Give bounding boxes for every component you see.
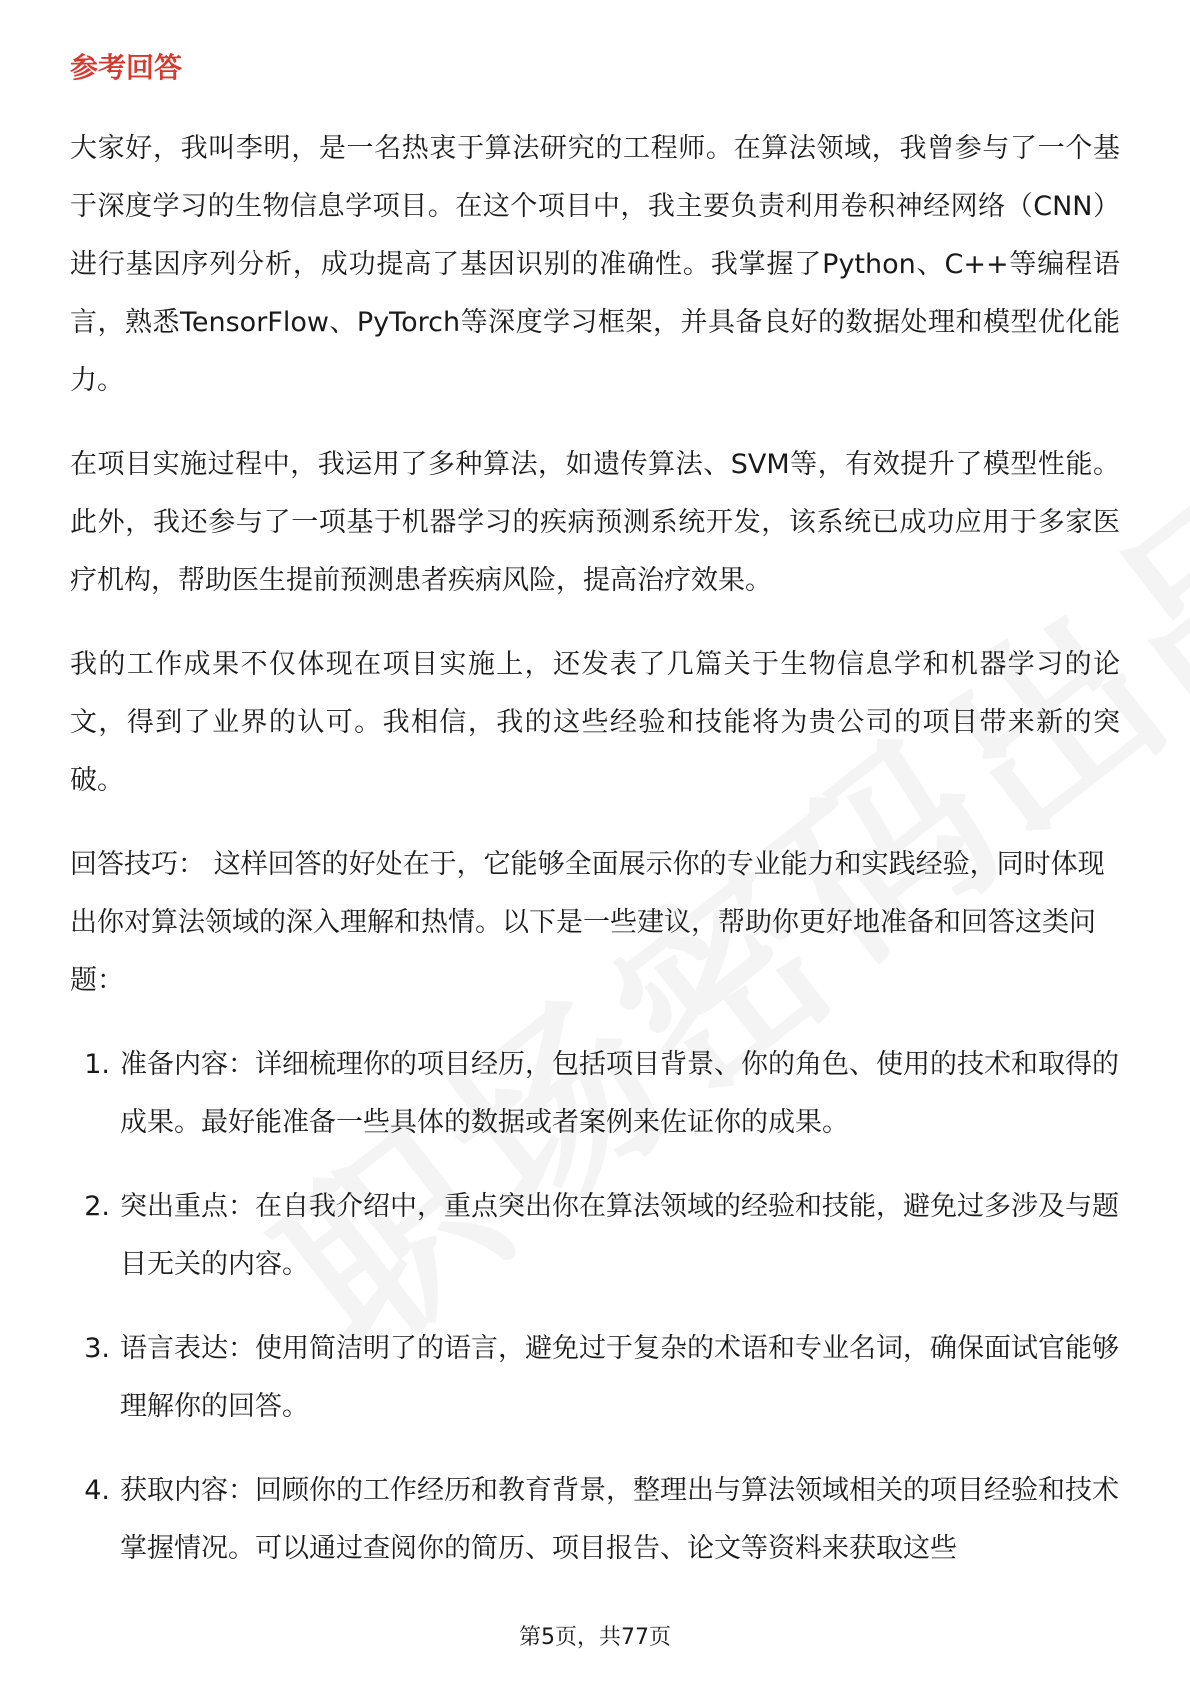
list-item-text: 突出重点：在自我介绍中，重点突出你在算法领域的经验和技能，避免过多涉及与题目无关的内容。 (120, 1191, 1119, 1280)
list-item-text: 语言表达：使用简洁明了的语言，避免过于复杂的术语和专业名词，确保面试官能够理解你的回答。 (120, 1333, 1119, 1422)
list-item (70, 1462, 1120, 1578)
list-number: 2. (84, 1191, 110, 1222)
list-item (70, 1036, 1120, 1152)
tips-list (70, 1036, 1120, 1578)
list-item (70, 1320, 1120, 1436)
answer-tips: 回答技巧： 这样回答的好处在于，它能够全面展示你的专业能力和实践经验，同时体现出你对算法领域的深入理解和热情。以下是一些建议，帮助你更好地准备和回答这类问题： (70, 849, 1105, 996)
list-item-text: 获取内容：回顾你的工作经历和教育背景，整理出与算法领域相关的项目经验和技术掌握情况。可以通过查阅你的简历、项目报告、论文等资料来获取这些 (120, 1475, 1119, 1564)
list-number: 1. (84, 1049, 110, 1080)
answer-paragraph-2: 在项目实施过程中，我运用了多种算法，如遗传算法、SVM等，有效提升了模型性能。此外，我还参与了一项基于机器学习的疾病预测系统开发，该系统已成功应用于多家医疗机构，帮助医生提前预测患者疾病风险，提高治疗效果。 (70, 449, 1120, 596)
list-number: 3. (84, 1333, 110, 1364)
page-footer: 第5页，共77页 (519, 1625, 671, 1650)
list-number: 4. (84, 1475, 110, 1506)
answer-content (70, 120, 1120, 1604)
answer-paragraph-3: 我的工作成果不仅体现在项目实施上，还发表了几篇关于生物信息学和机器学习的论文，得到了业界的认可。我相信，我的这些经验和技能将为贵公司的项目带来新的突破。 (70, 649, 1120, 796)
list-item-text: 准备内容：详细梳理你的项目经历，包括项目背景、你的角色、使用的技术和取得的成果。最好能准备一些具体的数据或者案例来佐证你的成果。 (120, 1049, 1119, 1138)
list-item (70, 1178, 1120, 1294)
section-heading: 参考回答 (70, 51, 183, 84)
answer-paragraph-1: 大家好，我叫李明，是一名热衷于算法研究的工程师。在算法领域，我曾参与了一个基于深度学习的生物信息学项目。在这个项目中，我主要负责利用卷积神经网络（CNN）进行基因序列分析，成功提高了基因识别的准确性。我掌握了Python、C++等编程语言，熟悉TensorFlow、PyTorch等深度学习框架，并具备良好的数据处理和模型优化能力。 (70, 133, 1120, 396)
